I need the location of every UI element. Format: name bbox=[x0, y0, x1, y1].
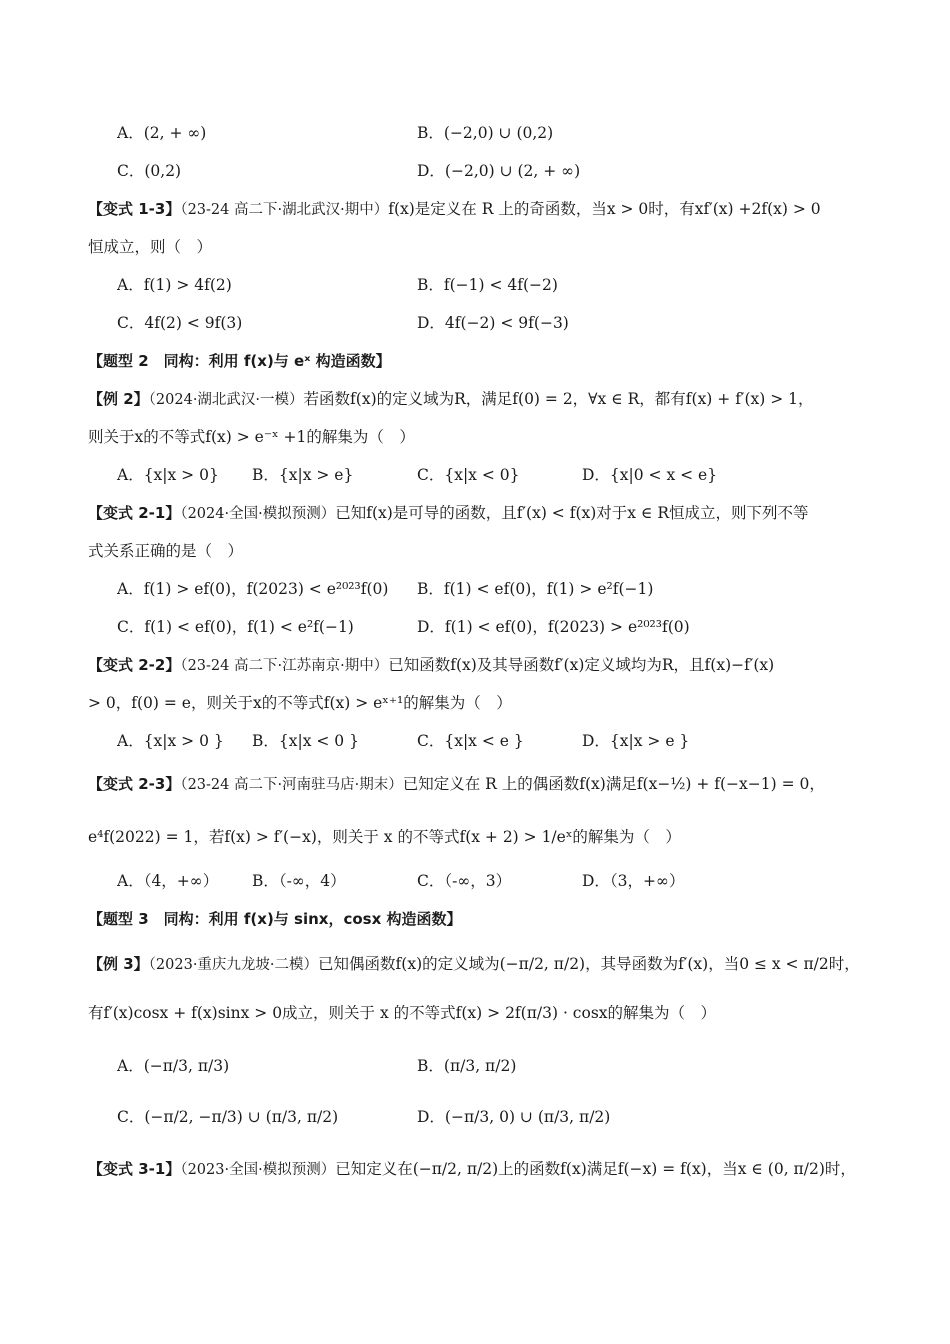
option-a: A．f(1) > 4f(2) bbox=[117, 276, 232, 294]
question-source: （23-24 高二下·河南驻马店·期末） bbox=[180, 777, 403, 793]
option-b: B．{x|x > e} bbox=[252, 466, 354, 484]
question-v22-stem1: 【变式 2-2】（23-24 高二下·江苏南京·期中）已知函数f(x)及其导函数f′(x)定义域均为R，且f(x)−f′(x) bbox=[88, 656, 775, 674]
option-c: C．(−π/2, −π/3) ∪ (π/3, π/2) bbox=[117, 1108, 339, 1126]
option-a: A．（4，+∞） bbox=[117, 872, 219, 890]
option-a: A．f(1) > ef(0)，f(2023) < e²⁰²³f(0) bbox=[117, 580, 389, 598]
option-d: D．(−π/3, 0) ∪ (π/3, π/2) bbox=[417, 1108, 611, 1126]
question-tag: 【变式 3-1】 bbox=[88, 1160, 181, 1178]
option-d: D．{x|0 < x < e} bbox=[582, 466, 718, 484]
option-b: B．（-∞，4） bbox=[252, 872, 346, 890]
question-ex2-stem1: 【例 2】（2024·湖北武汉·一模）若函数f(x)的定义域为R，满足f(0) = 2，∀x ∈ R，都有f(x) + f′(x) > 1， bbox=[88, 390, 814, 408]
option-d: D．{x|x > e } bbox=[582, 732, 690, 750]
option-c: C．f(1) < ef(0)，f(1) < e²f(−1) bbox=[117, 618, 354, 636]
option-b: B．{x|x < 0 } bbox=[252, 732, 359, 750]
question-ex3-stem2: 有f′(x)cosx + f(x)sinx > 0成立，则关于 x 的不等式f(x) > 2f(π/3) · cosx的解集为（ ） bbox=[88, 1004, 717, 1022]
question-v23-stem2: e⁴f(2022) = 1，若f(x) > f′(−x)，则关于 x 的不等式f(x + 2) > 1/eˣ的解集为（ ） bbox=[88, 828, 681, 846]
question-source: （2024·全国·模拟预测） bbox=[180, 506, 336, 522]
question-v22-stem2: > 0，f(0) = e，则关于x的不等式f(x) > eˣ⁺¹的解集为（ ） bbox=[88, 694, 512, 712]
question-tag: 【变式 2-3】 bbox=[88, 775, 181, 793]
option-c: C．{x|x < e } bbox=[417, 732, 524, 750]
option-b: B．(π/3, π/2) bbox=[417, 1057, 517, 1075]
option-a: A．{x|x > 0} bbox=[117, 466, 219, 484]
option-a: A．(2, + ∞) bbox=[117, 124, 207, 142]
option-c: C．{x|x < 0} bbox=[417, 466, 520, 484]
question-v13-stem1: 【变式 1-3】（23-24 高二下·湖北武汉·期中）f(x)是定义在 R 上的奇函数，当x > 0时，有xf′(x) +2f(x) > 0 bbox=[88, 200, 821, 218]
question-ex3-stem1: 【例 3】（2023·重庆九龙坡·二模）已知偶函数f(x)的定义域为(−π/2, π/2)，其导函数为f′(x)，当0 ≤ x < π/2时， bbox=[88, 955, 860, 973]
question-v31-stem1: 【变式 3-1】（2023·全国·模拟预测）已知定义在(−π/2, π/2)上的函数f(x)满足f(−x) = f(x)，当x ∈ (0, π/2)时， bbox=[88, 1160, 856, 1178]
option-c: C．4f(2) < 9f(3) bbox=[117, 314, 243, 332]
option-d: D．4f(−2) < 9f(−3) bbox=[417, 314, 569, 332]
option-d: D．f(1) < ef(0)，f(2023) > e²⁰²³f(0) bbox=[417, 618, 690, 636]
option-b: B．(−2,0) ∪ (0,2) bbox=[417, 124, 554, 142]
option-c: C．（-∞，3） bbox=[417, 872, 512, 890]
option-b: B．f(1) < ef(0)，f(1) > e²f(−1) bbox=[417, 580, 654, 598]
question-tag: 【变式 1-3】 bbox=[88, 200, 181, 218]
question-v13-stem2: 恒成立，则（ ） bbox=[88, 238, 213, 256]
section-heading-type3: 【题型 3 同构：利用 f(x)与 sinx，cosx 构造函数】 bbox=[88, 910, 462, 928]
option-b: B．f(−1) < 4f(−2) bbox=[417, 276, 558, 294]
question-source: （23-24 高二下·江苏南京·期中） bbox=[180, 658, 389, 674]
question-source: （2023·重庆九龙坡·二模） bbox=[148, 957, 319, 973]
option-a: A．(−π/3, π/3) bbox=[117, 1057, 230, 1075]
question-v21-stem2: 式关系正确的是（ ） bbox=[88, 542, 244, 560]
section-heading-type2: 【题型 2 同构：利用 f(x)与 eˣ 构造函数】 bbox=[88, 352, 391, 370]
question-source: （2024·湖北武汉·一模） bbox=[148, 392, 304, 408]
question-ex2-stem2: 则关于x的不等式f(x) > e⁻ˣ +1的解集为（ ） bbox=[88, 428, 415, 446]
question-source: （23-24 高二下·湖北武汉·期中） bbox=[180, 202, 389, 218]
option-a: A．{x|x > 0 } bbox=[117, 732, 224, 750]
question-source: （2023·全国·模拟预测） bbox=[180, 1162, 336, 1178]
question-v21-stem1: 【变式 2-1】（2024·全国·模拟预测）已知f(x)是可导的函数，且f′(x) < f(x)对于x ∈ R恒成立，则下列不等 bbox=[88, 504, 809, 522]
option-d: D．（3，+∞） bbox=[582, 872, 685, 890]
question-tag: 【例 2】 bbox=[88, 390, 149, 408]
option-d: D．(−2,0) ∪ (2, + ∞) bbox=[417, 162, 581, 180]
question-tag: 【变式 2-2】 bbox=[88, 656, 181, 674]
option-c: C．(0,2) bbox=[117, 162, 182, 180]
question-v23-stem1: 【变式 2-3】（23-24 高二下·河南驻马店·期末）已知定义在 R 上的偶函数f(x)满足f(x−½) + f(−x−1) = 0， bbox=[88, 775, 825, 793]
question-tag: 【变式 2-1】 bbox=[88, 504, 181, 522]
question-tag: 【例 3】 bbox=[88, 955, 149, 973]
